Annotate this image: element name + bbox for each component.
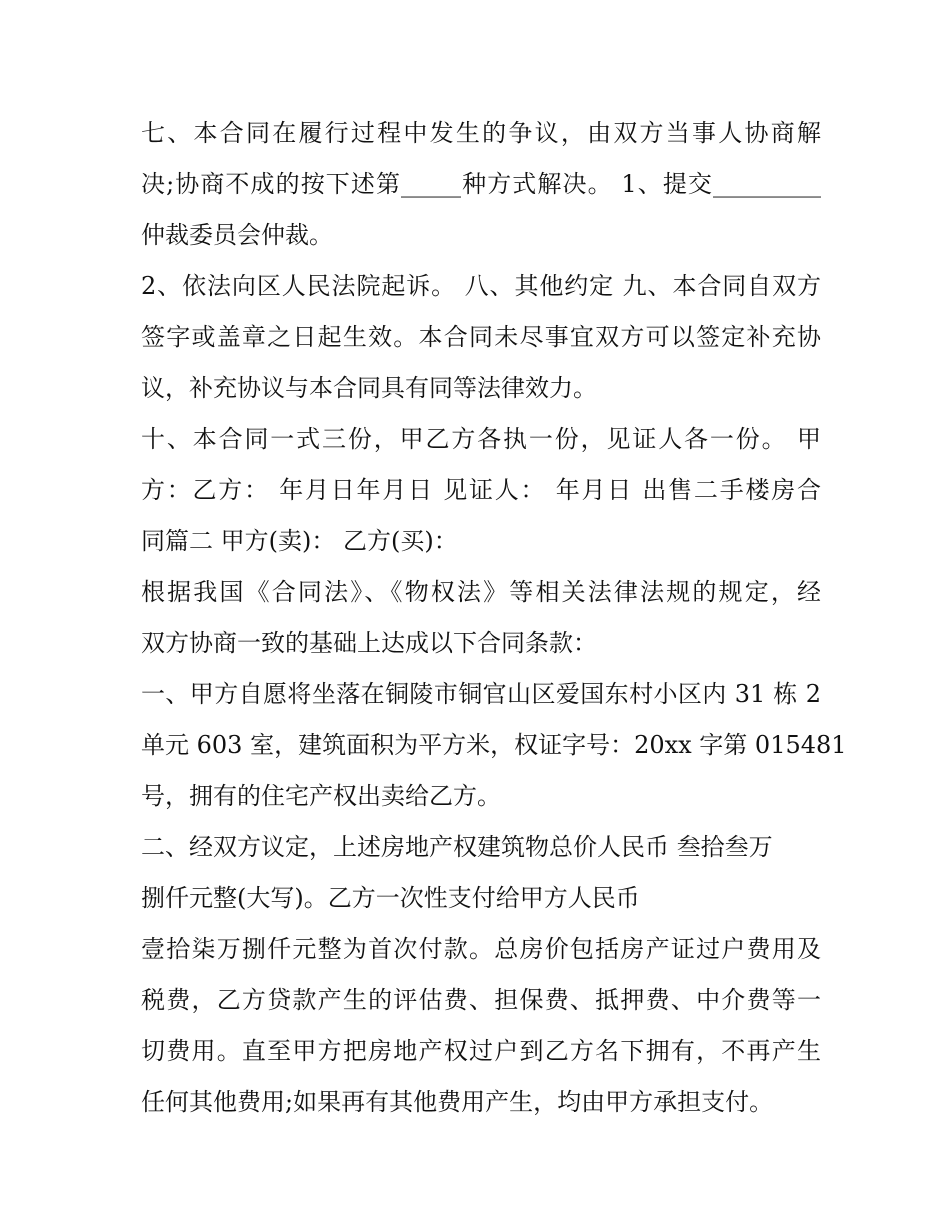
text-line: 议，补充协议与本合同具有同等法律效力。 [141,374,597,402]
text-line: 一、甲方自愿将坐落在铜陵市铜官山区爱国东村小区内 31 栋 2 [141,680,821,708]
text-line: 号，拥有的住宅产权出卖给乙方。 [141,782,501,810]
text-line: 根据我国《合同法》、《物权法》等相关法律法规的规定，经 [141,578,821,606]
text-line: 决;协商不成的按下述第_____种方式解决。 1、提交_________ [141,170,821,198]
text-line: 单元 603 室，建筑面积为平方米，权证字号：20xx 字第 015481 [141,731,847,759]
text-line: 十、本合同一式三份，甲乙方各执一份，见证人各一份。 甲 [141,425,821,453]
text-line: 壹拾柒万捌仟元整为首次付款。总房价包括房产证过户费用及 [141,935,821,963]
text-line: 任何其他费用;如果再有其他费用产生，均由甲方承担支付。 [141,1088,774,1116]
text-line: 税费，乙方贷款产生的评估费、担保费、抵押费、中介费等一 [141,986,821,1014]
text-line: 双方协商一致的基础上达成以下合同条款： [141,629,597,657]
text-line: 方：乙方： 年月日年月日 见证人： 年月日 出售二手楼房合 [141,476,821,504]
text-line: 签字或盖章之日起生效。本合同未尽事宜双方可以签定补充协 [141,323,821,351]
text-line: 二、经双方议定，上述房地产权建筑物总价人民币 叁拾叁万 [141,833,773,861]
text-line: 仲裁委员会仲裁。 [141,221,333,249]
text-line: 同篇二 甲方(卖)： 乙方(买)： [141,527,458,555]
text-line: 捌仟元整(大写)。乙方一次性支付给甲方人民币 [141,884,640,912]
text-line: 2、依法向区人民法院起诉。 八、其他约定 九、本合同自双方 [141,272,821,300]
contract-text [141,108,847,1128]
text-line: 七、本合同在履行过程中发生的争议，由双方当事人协商解 [141,119,821,147]
text-line: 切费用。直至甲方把房地产权过户到乙方名下拥有，不再产生 [141,1037,821,1065]
